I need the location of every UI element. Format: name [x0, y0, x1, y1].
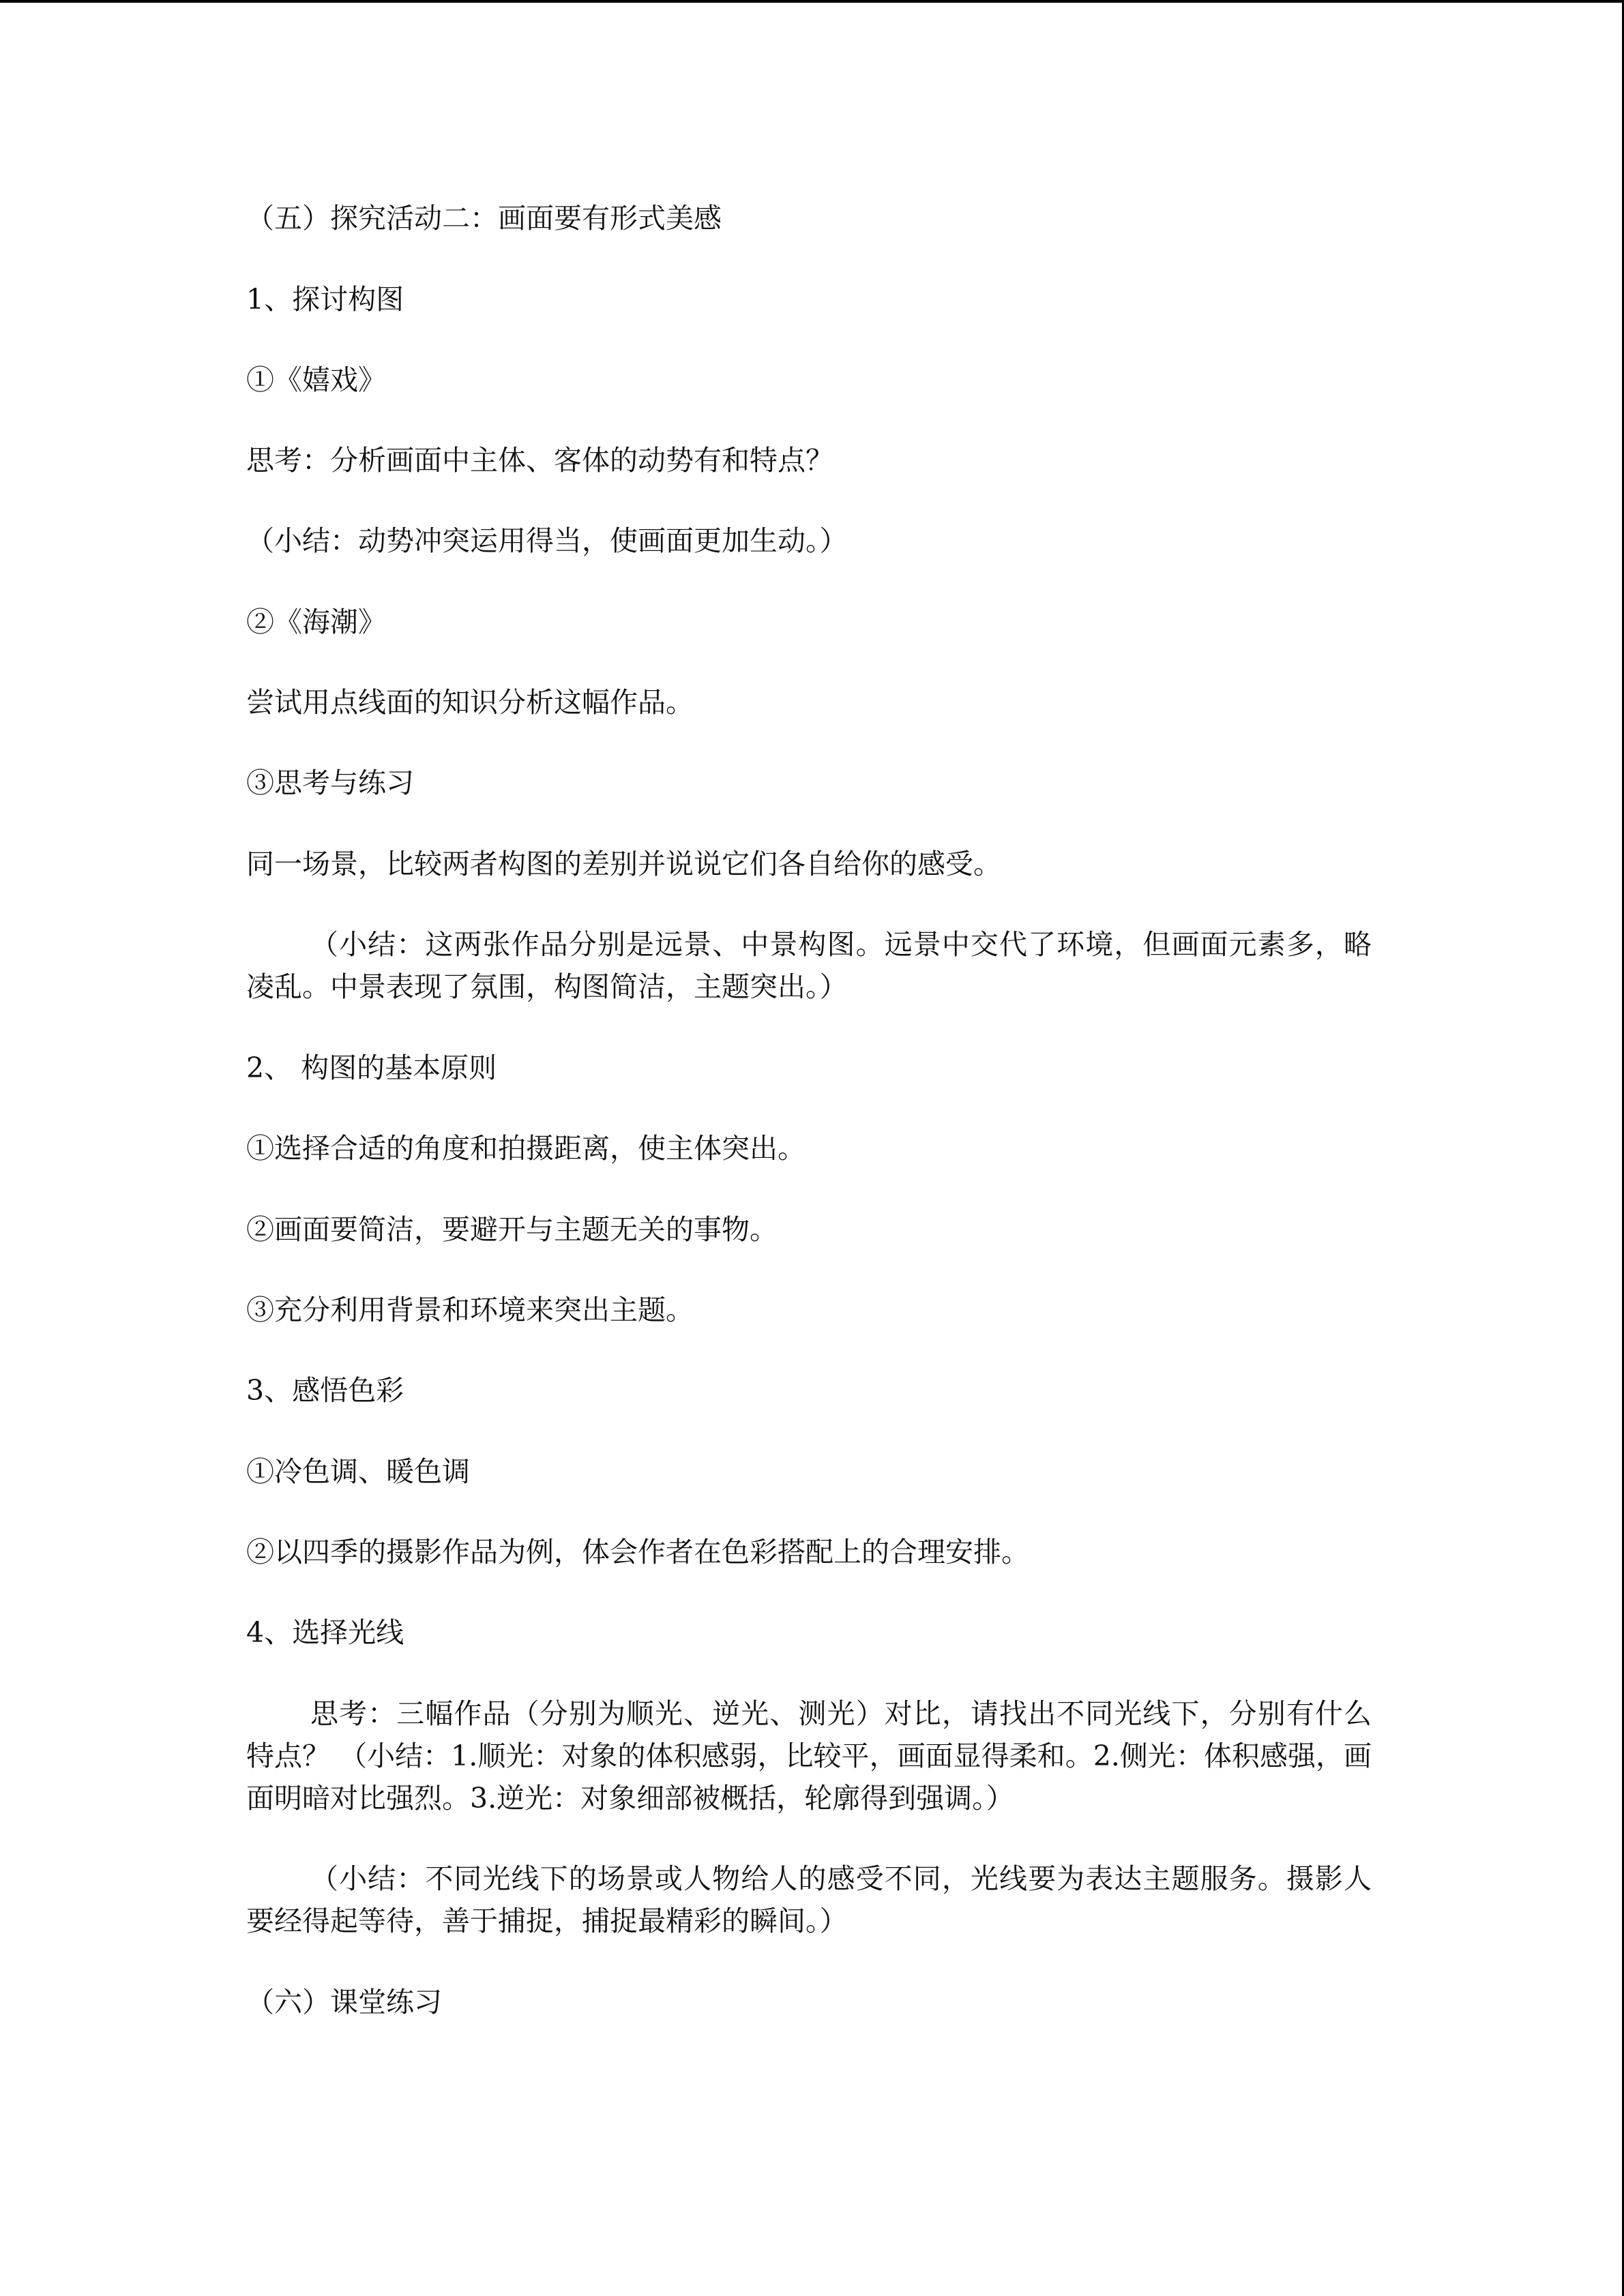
summary-text: （小结：动势冲突运用得当，使画面更加生动。）: [246, 524, 848, 557]
principle-item: ③充分利用背景和环境来突出主题。: [246, 1294, 694, 1326]
subheading-principles: 2、 构图的基本原则: [246, 1052, 497, 1084]
instruction-text: 尝试用点线面的知识分析这幅作品。: [246, 686, 694, 719]
artwork-title-haichao: ②《海潮》: [246, 606, 386, 638]
subheading-light: 4、选择光线: [246, 1616, 404, 1649]
light-summary-paragraph: （小结：不同光线下的场景或人物给人的感受不同，光线要为表达主题服务。摄影人要经得起等待，善于捕捉，捕捉最精彩的瞬间。）: [246, 1862, 1372, 1937]
subheading-color: 3、感悟色彩: [246, 1374, 404, 1407]
summary-paragraph: （小结：这两张作品分别是远景、中景构图。远景中交代了环境，但画面元素多，略凌乱。中景表现了氛围，构图简洁，主题突出。）: [246, 928, 1372, 1003]
section-heading-5: （五）探究活动二：画面要有形式美感: [246, 202, 722, 235]
principle-item: ①选择合适的角度和拍摄距离，使主体突出。: [246, 1132, 806, 1165]
subheading-practice: ③思考与练习: [246, 766, 414, 799]
light-question-paragraph: 思考：三幅作品（分别为顺光、逆光、测光）对比，请找出不同光线下，分别有什么特点？ （小结：1.顺光：对象的体积感弱，比较平，画面显得柔和。2.侧光：体积感强，画面明暗对比强烈。3.逆光：对象细部被概括，轮廓得到强调。）: [246, 1697, 1372, 1815]
subheading-composition: 1、探讨构图: [246, 283, 404, 316]
question-text: 思考：分析画面中主体、客体的动势有和特点？: [246, 444, 833, 477]
comparison-text: 同一场景，比较两者构图的差别并说说它们各自给你的感受。: [246, 848, 1001, 880]
color-item: ①冷色调、暖色调: [246, 1455, 470, 1488]
principle-item: ②画面要简洁，要避开与主题无关的事物。: [246, 1213, 778, 1246]
section-heading-6: （六）课堂练习: [246, 1986, 442, 2018]
color-item: ②以四季的摄影作品为例，体会作者在色彩搭配上的合理安排。: [246, 1536, 1029, 1568]
artwork-title-xixi: ①《嬉戏》: [246, 363, 386, 396]
top-border: [0, 0, 1624, 3]
